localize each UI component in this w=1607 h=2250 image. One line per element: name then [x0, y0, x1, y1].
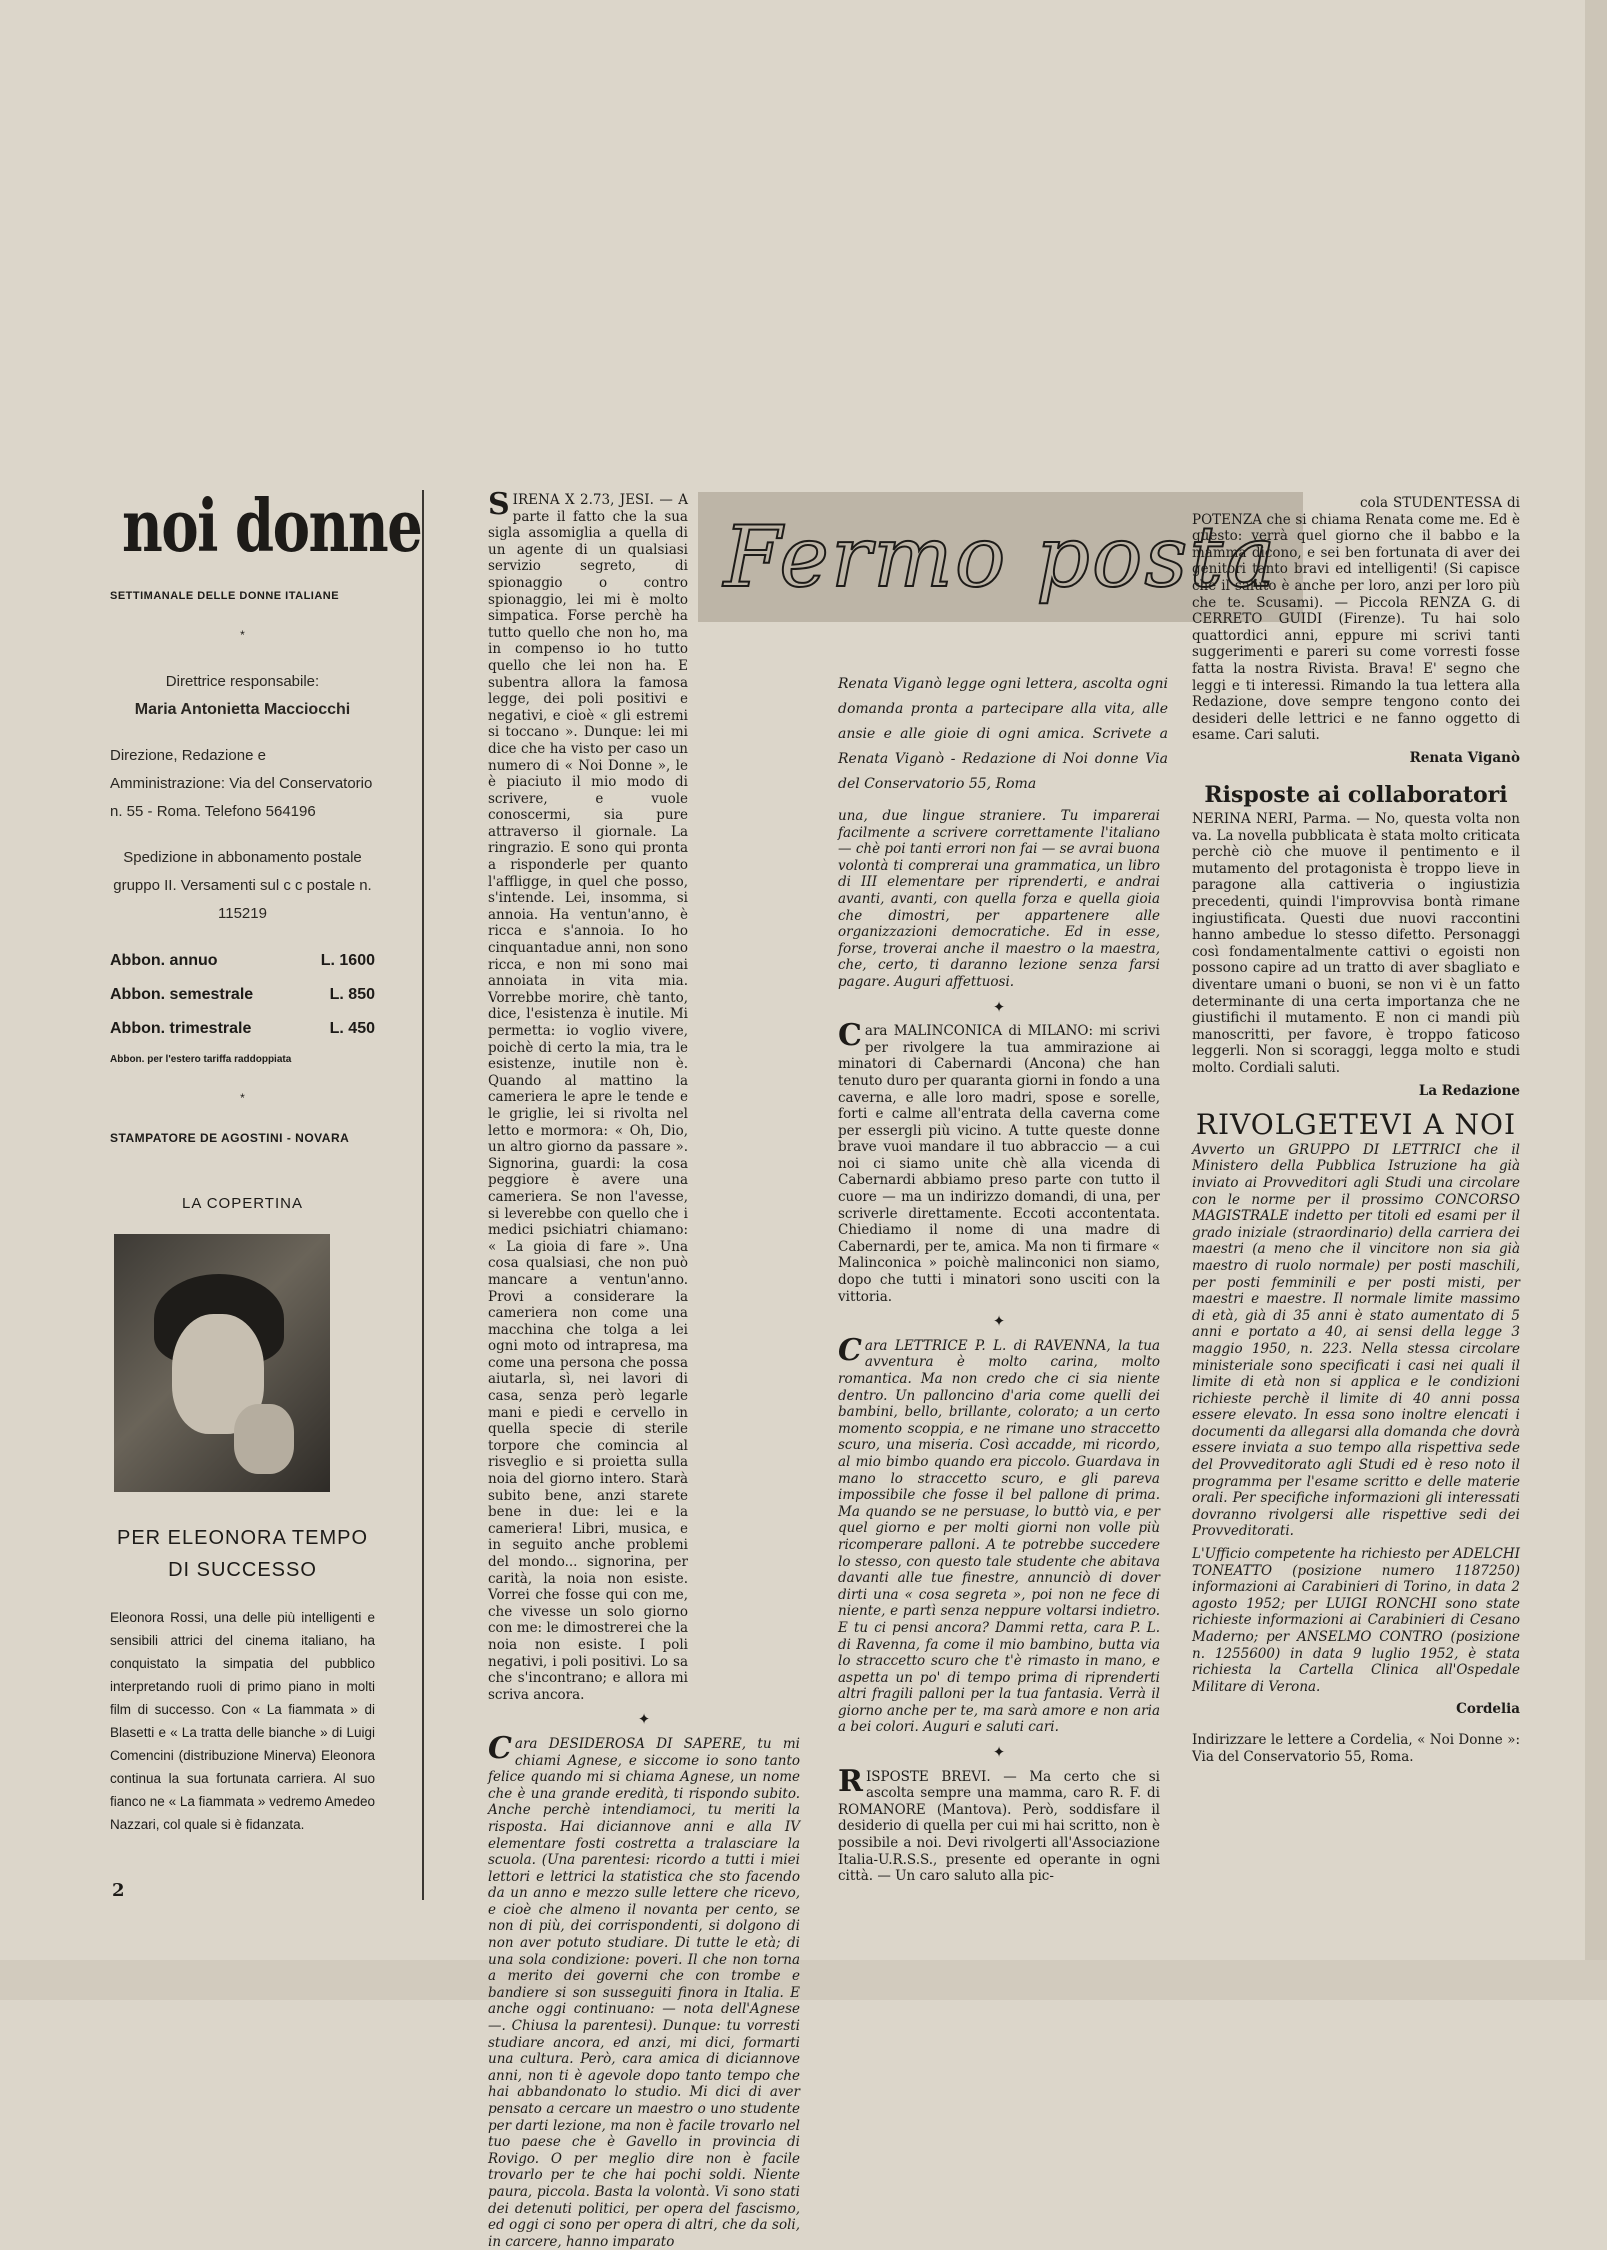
letter-continuation: una, due lingue straniere. Tu imparerai facilmente a scrivere correttamente l'italiano — chè poi tanti errori non fai — se avrai buona volontà ti comprerai una grammatica, un libro di III elementare per riprenderti, e andrai avanti, avanti, con quella forza e quella gioia che dimostri, per appartenere alle organizzazioni democratiche. Ed in esse, forse, troverai anche il maestro o la maestra, che, certo, ti daranno lezione senza farsi pagare. Auguri affettuosi. — [838, 808, 1160, 990]
signature-vigano: Renata Viganò — [1409, 749, 1520, 766]
cover-photo — [114, 1234, 330, 1492]
rivolgetevi-text-2: L'Ufficio competente ha richiesto per ADELCHI TONEATTO (posizione numero 1187250) informazioni ai Carabinieri di Torino, in data 2 agosto 1952; per LUIGI RONCHI sono state richieste informazioni ai Carabinieri di Cesano Maderno; per ANSELMO CONTRO (posizione n. 1255600) in data 9 luglio 1952, è stata richiesta la Cartella Clinica all'Ospedale Militare di Verona. — [1192, 1546, 1520, 1695]
separator-star: * — [240, 628, 245, 642]
column-intro: Renata Viganò legge ogni lettera, ascolta ogni domanda pronta a partecipare alla vita, alle ansie e alle gioie di ogni amica. Scrivete a Renata Viganò - Redazione di Noi donne Via del Conservatorio 55, Roma — [838, 676, 1168, 792]
masthead-column — [110, 483, 422, 1836]
diamond-separator: ✦ — [992, 1312, 1006, 1331]
cover-title: PER ELEONORA TEMPO DI SUCCESSO — [116, 1527, 369, 1581]
page-bottom — [0, 1960, 1607, 2000]
tagline: SETTIMANALE DELLE DONNE ITALIANE — [110, 590, 340, 602]
diamond-separator: ✦ — [637, 1710, 651, 1729]
subscription-annual: Abbon. annuo L. 1600 — [110, 952, 375, 969]
logo: noi donne — [122, 483, 422, 568]
letters-column-1 — [488, 487, 800, 2250]
diamond-separator: ✦ — [992, 997, 1006, 1016]
collaborators-text: NERINA NERI, Parma. — No, questa volta non va. La novella pubblicata è stata molto criticata perchè ciò che muove il pentimento e il mutamento del protagonista è troppo lieve in paragone alla cattiveria o ingiustizia precedenti, quindi l'improvvisa bontà rimane ingiustificata. Questi due nuovi raccontini hanno ambedue lo stesso difetto. Personaggi così fondamentalmente cattivi o egoisti non possono capire ad un tratto di aver sbagliato e diventare umani o buoni, se non vi è un fatto determinante di una certa importanza che ne giustifichi il mutamento. E non ci mandi più manoscritti, per favore, è troppo faticoso leggerli. Non si scoraggi, legga molto e studi molto. Cordiali saluti. — [1192, 811, 1520, 1076]
foreign-note: Abbon. per l'estero tariffa raddoppiata — [110, 1054, 292, 1065]
letter-continuation-3: cola STUDENTESSA di POTENZA che si chiama Renata come me. Ed è questo: verrà quel giorno che il babbo e la mamma dicono, e sei ben fortunata di aver dei genitori tanto bravi ed intelligenti! (Si capisce che il saluto è anche per loro, anzi per loro più che te. Scusami). — Piccola RENZA G. di CERRETO GUIDI (Firenze). Tu hai solo quattordici anni, eppure mi scrivi tanti suggerimenti e pareri su come vorresti fosse fatta la nostra Rivista. Brava! E' segno che leggi e ti interessi. Rimando la tua lettera alla Redazione, dove sempre tengono conto dei desideri delle lettrici e ne fanno oggetto di esame. Cari saluti. — [1192, 495, 1520, 744]
director-name: Maria Antonietta Macciocchi — [134, 701, 351, 718]
cover-label: LA COPERTINA — [182, 1195, 303, 1212]
letter-brevi: RISPOSTE BREVI. — Ma certo che si ascolta sempre una mamma, caro R. F. di ROMANORE (Mantova). Però, soddisfare il desiderio di quella per cui mi hai scritto, non è possibile a noi. Devi rivolgerti all'Associazione Italia-U.R.S.S., presente ed operante in ogni città. — Un caro saluto alla pic- — [838, 1763, 1160, 1885]
letters-column-3 — [1192, 495, 1520, 1905]
letter-desiderosa: Cara DESIDEROSA DI SAPERE, tu mi chiami Agnese, e siccome io sono tanto felice quando mi si chiama Agnese, un nome che è una grande eredità, ti rispondo subito. Anche perchè intendiamoci, tu meriti la risposta. Hai diciannove anni e alla IV elementare fosti costretta a tralasciare la scuola. (Una parentesi: ricordo a tutti i miei lettori e lettrici la statistica che sto facendo da un anno e mezzo sulle lettere che ricevo, e cioè che almeno il novanta per cento, se non di più, dei corrispondenti, si dolgono di non aver potuto studiare. Di tutte le età; di una sola condizione: poveri. Il che non torna a merito dei governi che con trombe e bandiere si son susseguiti finora in Italia. E anche oggi continuano: — nota dell'Agnese —. Chiusa la parentesi). Dunque: tu vorresti studiare ancora, ed anzi, mi dici, formarti una cultura. Però, cara amica di diciannove anni, non ti è agevole dopo tanto tempo che hai abbandonato lo studio. Mi dici di aver pensato a cercare un maestro o uno studente per darti lezione, ma non è facile trovarlo nel tuo paese che è Gavello in provincia di Rovigo. O per meglio dire non è facile trovarlo per te che hai pochi soldi. Niente paura, piccola. Basta la volontà. Vi sono stati dei detenuti politici, per opera del fascismo, ed oggi ci sono per opera di altri, che da soli, in carcere, hanno imparato — [488, 1730, 800, 2250]
page-number: 2 — [112, 1880, 125, 1901]
diamond-separator: ✦ — [992, 1743, 1006, 1762]
column-title: Fermo posta — [723, 508, 1278, 606]
page-edge — [1585, 0, 1607, 2000]
letter-sirena: SIRENA X 2.73, JESI. — A parte il fatto che la sua sigla assomiglia a quella di un agente di un qualsiasi servizio segreto, di spionaggio o contro spionaggio, lei mi è molto simpatica. Forse perchè ha tutto quello che non ho, ma in compenso io ho tutto quello che lei non ha. E subentra allora la famosa legge, dei poli positivi e negativi, e cioè « gli estremi si toccano ». Dunque: lei mi dice che ha visto per caso un numero di « Noi Donne », le è piaciuto il mio modo di scrivere, e vuole conoscermi, sia pure attraverso il giornale. La ringrazio. E sono qui pronta a risponderle per quanto l'affligge, in quel che posso, s'intende. Lei, insomma, si annoia. Ha ventun'anno, è ricca e s'annoia. Io ho cinquantadue anni, non sono ricca, e non mi sono mai annoiata in vita mia. Vorrebbe morire, chè tanto, dice, l'esistenza è inutile. Mi permetta: io voglio vivere, poichè di certo la mia, tra le esistenze, inutile non è. Quando al mattino la cameriera le apre le tende e le griglie, lei si rivolta nel letto e mormora: « Oh, Dio, un altro giorno da passare ». Signorina, guardi: la cosa peggiore è avere una cameriera. Se non l'avesse, si leverebbe con quello che i medici psichiatri chiamano: « La gioia di fare ». Una cosa qualsiasi, che non può mancare a ventun'anno. Provi a considerare la cameriera non come una macchina che tolga a lei ogni moto od intrapresa, ma come una persona che possa aiutarla, sì, nei lavori di casa, senza però legarle mani e piedi e cervello in quella specie di sterile torpore che comincia al risveglio e si proietta sulla noia del giorno intero. Starà subito bene, anzi starete bene in due: lei e la cameriera! Libri, musica, e in seguito anche problemi del mondo... signorina, per carità, la noia non esiste. Vorrei che fosse qui con me, che vivesse un solo giorno con me: le dimostrerei che la noia non esiste. I poli negativi, i poli positivi. Lo sa che s'incontrano; e allora mi scriva ancora. — [488, 487, 688, 1703]
column-divider — [422, 490, 424, 1900]
shipping-info: Spedizione in abbonamento postale gruppo II. Versamenti sul c c postale n. 115219 — [113, 849, 372, 922]
address: Direzione, Redazione e Amministrazione: Via del Conservatorio n. 55 - Roma. Telefono 564196 — [110, 747, 373, 820]
rivolgetevi-heading: RIVOLGETEVI A NOI — [1195, 1108, 1517, 1142]
subscription-quarter: Abbon. trimestrale L. 450 — [110, 1020, 375, 1037]
cover-text: Eleonora Rossi, una delle più intelligenti e sensibili attrici del cinema italiano, ha conquistato la simpatia del pubblico interpretando ruoli di primo piano in molti film di successo. Con « La fiammata » di Blasetti e « La tratta delle bianche » di Luigi Comencini (distribuzione Minerva) Eleonora continua la sua fortunata carriera. Al suo fianco ne « La fiammata » vedremo Amedeo Nazzari, col quale si è fidanzata. — [110, 1610, 375, 1832]
printer: STAMPATORE DE AGOSTINI - NOVARA — [110, 1131, 350, 1145]
signature-cordelia: Cordelia — [1456, 1701, 1520, 1718]
rivolgetevi-text-1: Avverto un GRUPPO DI LETTRICI che il Ministero della Pubblica Istruzione ha già inviato ai Provveditori agli Studi una circolare con le norme per il prossimo CONCORSO MAGISTRALE indetto per titoli ed esami per il grado iniziale (straordinario) della carriera dei maestri (a meno che il vincitore non sia già maestro di ruolo normale) per posti maschili, per posti femminili e per posti misti, per maestri e maestre. Il normale limite massimo di età, già di 35 anni è stato aumentato di 5 anni e portato a 40, ai sensi della legge 3 maggio 1950, n. 223. Nella stessa circolare ministeriale sono specificati i casi nei quali il limite di età non si applica e le condizioni richieste perchè il limite di 40 anni possa essere elevato. In essa sono inoltre elencati i documenti da allegarsi alla domanda che dovrà essere inviata a suo tempo alla rispettiva sede del Provveditorato agli Studi ed è reso noto il programma per l'esame scritto e delle materie orali. Per specifiche informazioni gli interessati dovranno rivolgersi alle rispettive sedi dei Provveditorati. — [1192, 1141, 1520, 1540]
director-label: Direttrice responsabile: — [165, 673, 320, 690]
subscription-semester: Abbon. semestrale L. 850 — [110, 986, 375, 1003]
letter-malinconica: Cara MALINCONICA di MILANO: mi scrivi per rivolgere la tua ammirazione ai minatori di Cabernardi (Ancona) che han tenuto duro per quaranta giorni in fondo a una caverna, e alle loro madri, spose e sorelle, forti e calme all'entrata della caverna come per essergli più vicino. A tutte queste donne brave vuoi mandare il tuo abbraccio — a cui noi ci siamo unite chè alla vicenda di Cabernardi abbiamo preso parte con tutto il cuore — ma un indirizzo domandi, di una, per scriverle direttamente. Eccoti accontentata. Chiediamo il nome di una madre di Cabernardi, per te, amica. Ma non ti firmare « Malinconica » poichè malinconici non siamo, dopo che tutti i minatori sono usciti con la vittoria. — [838, 1018, 1160, 1305]
letters-column-2 — [838, 808, 1160, 1903]
mailing-address: Indirizzare le lettere a Cordelia, « Noi Donne »: Via del Conservatorio 55, Roma. — [1192, 1731, 1520, 1765]
letter-lettrice: Cara LETTRICE P. L. di RAVENNA, la tua avventura è molto carina, molto romantica. Ma non credo che ci sia niente dentro. Un palloncino d'aria come quelli dei bambini, bello, brillante, colorato; a un certo momento scoppia, e ne rimane uno straccetto scuro, una miseria. Così accadde, mi ricordo, al mio bimbo quando era piccolo. Guardava in mano lo straccetto scuro, e gli pareva impossibile che fosse il bel pallone di prima. Ma quando se ne persuase, lo buttò via, e per quel giorno e per molti giorni non volle più ricomperare palloni. A te potrebbe succedere lo stesso, con questo tale studente che abitava davanti alle tue finestre, annunciò di dover dirti una « cosa segreta », poi non ne fece di niente, e partì senza neppure voltarsi indietro. E tu ci pensi ancora? Dammi retta, cara P. L. di Ravenna, fa come il mio bambino, butta via lo straccetto scuro che t'è rimasto in mano, e aspetta un po' di tempo prima di riprenderti altri fragili palloni per la tua fantasia. Verrà il giorno anche per te, ma sarà amore e non aria a bei colori. Auguri e saluti cari. — [838, 1332, 1160, 1736]
collaborators-heading: Risposte ai collaboratori — [1204, 781, 1508, 808]
signature-redazione: La Redazione — [1418, 1082, 1520, 1099]
separator-star-2: * — [240, 1091, 245, 1105]
subscriptions — [110, 944, 375, 1046]
